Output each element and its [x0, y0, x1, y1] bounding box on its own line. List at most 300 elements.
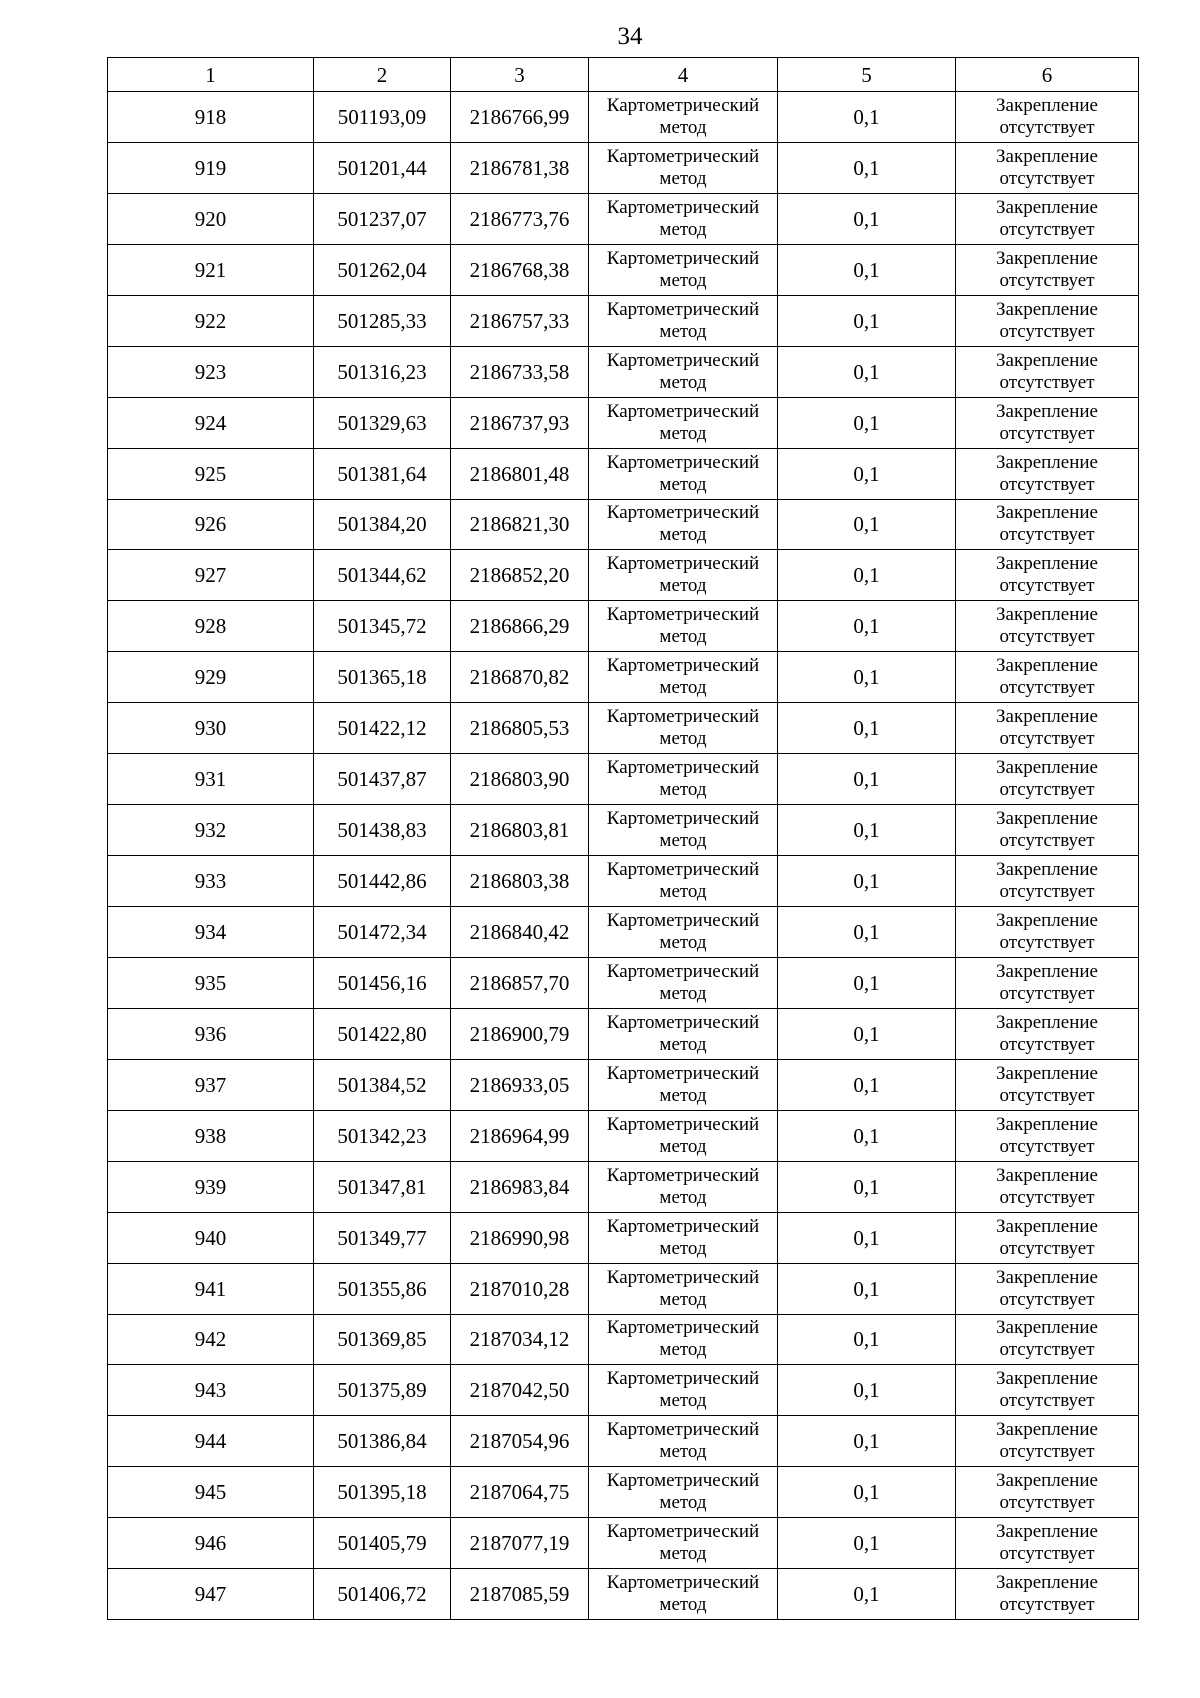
fixing-cell-line-1: Закрепление — [996, 1164, 1098, 1186]
fixing-cell-line-1: Закрепление — [996, 706, 1098, 728]
point-number-cell: 929 — [108, 652, 314, 703]
table-row — [108, 1059, 1139, 1110]
point-number-cell: 931 — [108, 754, 314, 805]
method-cell-line-2: метод — [659, 982, 707, 1004]
header-cell-6: 6 — [956, 58, 1139, 92]
fixing-cell — [956, 1263, 1139, 1314]
fixing-cell-line-1: Закрепление — [996, 145, 1098, 167]
method-cell — [589, 1008, 778, 1059]
accuracy-cell: 0,1 — [778, 856, 956, 907]
accuracy-cell: 0,1 — [778, 550, 956, 601]
fixing-cell-line-1: Закрепление — [996, 1470, 1098, 1492]
method-cell-line-2: метод — [659, 1390, 707, 1412]
y-coordinate-cell: 2186803,81 — [451, 805, 589, 856]
y-coordinate-cell: 2186773,76 — [451, 193, 589, 244]
fixing-cell — [956, 142, 1139, 193]
fixing-cell-line-1: Закрепление — [996, 909, 1098, 931]
method-cell — [589, 1569, 778, 1620]
method-cell-line-2: метод — [659, 1339, 707, 1361]
fixing-cell-line-1: Закрепление — [996, 451, 1098, 473]
method-cell — [589, 907, 778, 958]
fixing-cell-line-2: отсутствует — [999, 779, 1095, 801]
x-coordinate-cell: 501237,07 — [314, 193, 451, 244]
method-cell — [589, 1059, 778, 1110]
method-cell-line-1: Картометрический — [606, 655, 760, 677]
fixing-cell-line-1: Закрепление — [996, 655, 1098, 677]
method-cell-line-2: метод — [659, 1033, 707, 1055]
x-coordinate-cell: 501381,64 — [314, 448, 451, 499]
fixing-cell-line-2: отсутствует — [999, 1543, 1095, 1565]
point-number-cell: 918 — [108, 92, 314, 143]
fixing-cell — [956, 754, 1139, 805]
fixing-cell-line-1: Закрепление — [996, 808, 1098, 830]
fixing-cell-line-2: отсутствует — [999, 830, 1095, 852]
fixing-cell-line-2: отсутствует — [999, 1390, 1095, 1412]
x-coordinate-cell: 501349,77 — [314, 1212, 451, 1263]
y-coordinate-cell: 2186821,30 — [451, 499, 589, 550]
x-coordinate-cell: 501193,09 — [314, 92, 451, 143]
y-coordinate-cell: 2186737,93 — [451, 397, 589, 448]
fixing-cell-line-2: отсутствует — [999, 1237, 1095, 1259]
fixing-cell-line-1: Закрепление — [996, 1062, 1098, 1084]
fixing-cell-line-2: отсутствует — [999, 1135, 1095, 1157]
fixing-cell-line-2: отсутствует — [999, 575, 1095, 597]
x-coordinate-cell: 501406,72 — [314, 1569, 451, 1620]
table-row — [108, 346, 1139, 397]
method-cell-line-2: метод — [659, 167, 707, 189]
method-cell-line-2: метод — [659, 1594, 707, 1616]
y-coordinate-cell: 2187010,28 — [451, 1263, 589, 1314]
x-coordinate-cell: 501365,18 — [314, 652, 451, 703]
table-row — [108, 856, 1139, 907]
method-cell — [589, 244, 778, 295]
accuracy-cell: 0,1 — [778, 346, 956, 397]
method-cell-line-1: Картометрический — [606, 1470, 760, 1492]
method-cell — [589, 957, 778, 1008]
fixing-cell — [956, 499, 1139, 550]
header-cell-1: 1 — [108, 58, 314, 92]
point-number-cell: 942 — [108, 1314, 314, 1365]
method-cell-line-2: метод — [659, 881, 707, 903]
method-cell-line-1: Картометрический — [606, 1266, 760, 1288]
y-coordinate-cell: 2186866,29 — [451, 601, 589, 652]
accuracy-cell: 0,1 — [778, 244, 956, 295]
method-cell-line-1: Картометрический — [606, 145, 760, 167]
accuracy-cell: 0,1 — [778, 805, 956, 856]
fixing-cell — [956, 1518, 1139, 1569]
method-cell-line-1: Картометрический — [606, 1368, 760, 1390]
header-cell-3: 3 — [451, 58, 589, 92]
point-number-cell: 934 — [108, 907, 314, 958]
point-number-cell: 927 — [108, 550, 314, 601]
fixing-cell-line-2: отсутствует — [999, 881, 1095, 903]
fixing-cell-line-1: Закрепление — [996, 960, 1098, 982]
y-coordinate-cell: 2186964,99 — [451, 1110, 589, 1161]
fixing-cell-line-1: Закрепление — [996, 196, 1098, 218]
fixing-cell-line-2: отсутствует — [999, 931, 1095, 953]
fixing-cell — [956, 703, 1139, 754]
method-cell-line-1: Картометрический — [606, 1521, 760, 1543]
method-cell — [589, 1314, 778, 1365]
table-row — [108, 754, 1139, 805]
method-cell-line-1: Картометрический — [606, 706, 760, 728]
x-coordinate-cell: 501422,80 — [314, 1008, 451, 1059]
method-cell-line-1: Картометрический — [606, 1113, 760, 1135]
method-cell-line-2: метод — [659, 1237, 707, 1259]
fixing-cell — [956, 346, 1139, 397]
fixing-cell-line-2: отсутствует — [999, 677, 1095, 699]
fixing-cell — [956, 1365, 1139, 1416]
accuracy-cell: 0,1 — [778, 397, 956, 448]
fixing-cell-line-2: отсутствует — [999, 473, 1095, 495]
x-coordinate-cell: 501375,89 — [314, 1365, 451, 1416]
y-coordinate-cell: 2186933,05 — [451, 1059, 589, 1110]
fixing-cell-line-1: Закрепление — [996, 859, 1098, 881]
x-coordinate-cell: 501347,81 — [314, 1161, 451, 1212]
accuracy-cell: 0,1 — [778, 448, 956, 499]
method-cell-line-1: Картометрический — [606, 960, 760, 982]
point-number-cell: 946 — [108, 1518, 314, 1569]
header-row — [108, 58, 1139, 92]
fixing-cell — [956, 805, 1139, 856]
point-number-cell: 920 — [108, 193, 314, 244]
point-number-cell: 932 — [108, 805, 314, 856]
fixing-cell — [956, 1569, 1139, 1620]
method-cell-line-1: Картометрический — [606, 400, 760, 422]
accuracy-cell: 0,1 — [778, 1467, 956, 1518]
coordinates-table — [107, 57, 1139, 1620]
accuracy-cell: 0,1 — [778, 754, 956, 805]
method-cell-line-2: метод — [659, 931, 707, 953]
accuracy-cell: 0,1 — [778, 907, 956, 958]
y-coordinate-cell: 2187077,19 — [451, 1518, 589, 1569]
point-number-cell: 944 — [108, 1416, 314, 1467]
fixing-cell-line-1: Закрепление — [996, 1368, 1098, 1390]
method-cell-line-2: метод — [659, 116, 707, 138]
method-cell-line-1: Картометрический — [606, 451, 760, 473]
method-cell-line-1: Картометрический — [606, 1419, 760, 1441]
table-row — [108, 1365, 1139, 1416]
method-cell — [589, 1263, 778, 1314]
method-cell-line-2: метод — [659, 779, 707, 801]
point-number-cell: 937 — [108, 1059, 314, 1110]
fixing-cell — [956, 1008, 1139, 1059]
point-number-cell: 935 — [108, 957, 314, 1008]
fixing-cell-line-2: отсутствует — [999, 1339, 1095, 1361]
fixing-cell-line-2: отсутствует — [999, 1594, 1095, 1616]
fixing-cell-line-1: Закрепление — [996, 1419, 1098, 1441]
accuracy-cell: 0,1 — [778, 295, 956, 346]
fixing-cell-line-1: Закрепление — [996, 1011, 1098, 1033]
fixing-cell — [956, 856, 1139, 907]
method-cell-line-2: метод — [659, 830, 707, 852]
point-number-cell: 943 — [108, 1365, 314, 1416]
method-cell-line-1: Картометрический — [606, 1317, 760, 1339]
point-number-cell: 947 — [108, 1569, 314, 1620]
fixing-cell — [956, 652, 1139, 703]
method-cell — [589, 397, 778, 448]
table-row — [108, 550, 1139, 601]
table-row — [108, 193, 1139, 244]
point-number-cell: 919 — [108, 142, 314, 193]
method-cell-line-1: Картометрический — [606, 909, 760, 931]
x-coordinate-cell: 501437,87 — [314, 754, 451, 805]
y-coordinate-cell: 2186768,38 — [451, 244, 589, 295]
point-number-cell: 921 — [108, 244, 314, 295]
method-cell — [589, 856, 778, 907]
method-cell-line-2: метод — [659, 575, 707, 597]
method-cell-line-1: Картометрический — [606, 604, 760, 626]
point-number-cell: 933 — [108, 856, 314, 907]
accuracy-cell: 0,1 — [778, 1314, 956, 1365]
accuracy-cell: 0,1 — [778, 142, 956, 193]
fixing-cell — [956, 1314, 1139, 1365]
x-coordinate-cell: 501422,12 — [314, 703, 451, 754]
table-row — [108, 1008, 1139, 1059]
point-number-cell: 938 — [108, 1110, 314, 1161]
y-coordinate-cell: 2186900,79 — [451, 1008, 589, 1059]
x-coordinate-cell: 501329,63 — [314, 397, 451, 448]
table-row — [108, 1263, 1139, 1314]
fixing-cell-line-1: Закрепление — [996, 349, 1098, 371]
method-cell — [589, 601, 778, 652]
x-coordinate-cell: 501384,20 — [314, 499, 451, 550]
method-cell-line-1: Картометрический — [606, 553, 760, 575]
point-number-cell: 928 — [108, 601, 314, 652]
table-row — [108, 295, 1139, 346]
method-cell-line-1: Картометрический — [606, 859, 760, 881]
table-row — [108, 1467, 1139, 1518]
table-row — [108, 448, 1139, 499]
method-cell — [589, 550, 778, 601]
point-number-cell: 936 — [108, 1008, 314, 1059]
method-cell-line-2: метод — [659, 218, 707, 240]
x-coordinate-cell: 501438,83 — [314, 805, 451, 856]
x-coordinate-cell: 501442,86 — [314, 856, 451, 907]
point-number-cell: 924 — [108, 397, 314, 448]
method-cell-line-2: метод — [659, 422, 707, 444]
x-coordinate-cell: 501384,52 — [314, 1059, 451, 1110]
fixing-cell-line-2: отсутствует — [999, 626, 1095, 648]
accuracy-cell: 0,1 — [778, 1416, 956, 1467]
y-coordinate-cell: 2186840,42 — [451, 907, 589, 958]
table-row — [108, 1416, 1139, 1467]
fixing-cell-line-1: Закрепление — [996, 1266, 1098, 1288]
y-coordinate-cell: 2186757,33 — [451, 295, 589, 346]
method-cell-line-2: метод — [659, 626, 707, 648]
fixing-cell-line-1: Закрепление — [996, 1113, 1098, 1135]
fixing-cell-line-2: отсутствует — [999, 1288, 1095, 1310]
table-row — [108, 601, 1139, 652]
y-coordinate-cell: 2187042,50 — [451, 1365, 589, 1416]
fixing-cell-line-2: отсутствует — [999, 269, 1095, 291]
fixing-cell — [956, 1059, 1139, 1110]
point-number-cell: 945 — [108, 1467, 314, 1518]
accuracy-cell: 0,1 — [778, 1008, 956, 1059]
method-cell-line-2: метод — [659, 1492, 707, 1514]
y-coordinate-cell: 2186852,20 — [451, 550, 589, 601]
fixing-cell — [956, 295, 1139, 346]
table-row — [108, 142, 1139, 193]
accuracy-cell: 0,1 — [778, 92, 956, 143]
table-row — [108, 92, 1139, 143]
method-cell-line-1: Картометрический — [606, 1215, 760, 1237]
x-coordinate-cell: 501285,33 — [314, 295, 451, 346]
method-cell — [589, 346, 778, 397]
fixing-cell-line-2: отсутствует — [999, 320, 1095, 342]
accuracy-cell: 0,1 — [778, 601, 956, 652]
fixing-cell — [956, 193, 1139, 244]
fixing-cell-line-2: отсутствует — [999, 524, 1095, 546]
fixing-cell-line-1: Закрепление — [996, 1521, 1098, 1543]
fixing-cell — [956, 601, 1139, 652]
page-number: 34 — [617, 23, 643, 50]
point-number-cell: 940 — [108, 1212, 314, 1263]
fixing-cell-line-1: Закрепление — [996, 1215, 1098, 1237]
fixing-cell-line-1: Закрепление — [996, 757, 1098, 779]
x-coordinate-cell: 501369,85 — [314, 1314, 451, 1365]
fixing-cell — [956, 397, 1139, 448]
y-coordinate-cell: 2186803,38 — [451, 856, 589, 907]
method-cell-line-2: метод — [659, 473, 707, 495]
method-cell-line-2: метод — [659, 728, 707, 750]
x-coordinate-cell: 501262,04 — [314, 244, 451, 295]
fixing-cell-line-2: отсутствует — [999, 1492, 1095, 1514]
x-coordinate-cell: 501344,62 — [314, 550, 451, 601]
x-coordinate-cell: 501472,34 — [314, 907, 451, 958]
fixing-cell-line-2: отсутствует — [999, 1033, 1095, 1055]
x-coordinate-cell: 501395,18 — [314, 1467, 451, 1518]
table-row — [108, 805, 1139, 856]
method-cell — [589, 703, 778, 754]
table-row — [108, 652, 1139, 703]
y-coordinate-cell: 2187064,75 — [451, 1467, 589, 1518]
y-coordinate-cell: 2186805,53 — [451, 703, 589, 754]
method-cell-line-1: Картометрический — [606, 94, 760, 116]
x-coordinate-cell: 501316,23 — [314, 346, 451, 397]
fixing-cell — [956, 957, 1139, 1008]
fixing-cell-line-2: отсутствует — [999, 422, 1095, 444]
table-row — [108, 1161, 1139, 1212]
fixing-cell-line-1: Закрепление — [996, 502, 1098, 524]
table-header — [108, 58, 1139, 92]
fixing-cell — [956, 448, 1139, 499]
method-cell-line-2: метод — [659, 1186, 707, 1208]
y-coordinate-cell: 2186733,58 — [451, 346, 589, 397]
x-coordinate-cell: 501342,23 — [314, 1110, 451, 1161]
table-row — [108, 1314, 1139, 1365]
table-row — [108, 1212, 1139, 1263]
x-coordinate-cell: 501201,44 — [314, 142, 451, 193]
method-cell — [589, 92, 778, 143]
x-coordinate-cell: 501386,84 — [314, 1416, 451, 1467]
point-number-cell: 939 — [108, 1161, 314, 1212]
method-cell-line-1: Картометрический — [606, 1164, 760, 1186]
method-cell — [589, 805, 778, 856]
x-coordinate-cell: 501355,86 — [314, 1263, 451, 1314]
method-cell-line-1: Картометрический — [606, 808, 760, 830]
fixing-cell-line-2: отсутствует — [999, 371, 1095, 393]
y-coordinate-cell: 2186801,48 — [451, 448, 589, 499]
fixing-cell-line-1: Закрепление — [996, 1572, 1098, 1594]
accuracy-cell: 0,1 — [778, 1212, 956, 1263]
method-cell-line-1: Картометрический — [606, 349, 760, 371]
x-coordinate-cell: 501456,16 — [314, 957, 451, 1008]
fixing-cell-line-1: Закрепление — [996, 247, 1098, 269]
method-cell-line-1: Картометрический — [606, 1011, 760, 1033]
y-coordinate-cell: 2187085,59 — [451, 1569, 589, 1620]
method-cell — [589, 142, 778, 193]
method-cell-line-1: Картометрический — [606, 298, 760, 320]
method-cell-line-2: метод — [659, 320, 707, 342]
table-row — [108, 957, 1139, 1008]
fixing-cell-line-2: отсутствует — [999, 167, 1095, 189]
point-number-cell: 930 — [108, 703, 314, 754]
method-cell — [589, 652, 778, 703]
table-row — [108, 703, 1139, 754]
method-cell — [589, 1365, 778, 1416]
y-coordinate-cell: 2186870,82 — [451, 652, 589, 703]
method-cell — [589, 754, 778, 805]
fixing-cell-line-2: отсутствует — [999, 1441, 1095, 1463]
fixing-cell — [956, 1416, 1139, 1467]
fixing-cell-line-1: Закрепление — [996, 94, 1098, 116]
point-number-cell: 925 — [108, 448, 314, 499]
fixing-cell — [956, 550, 1139, 601]
fixing-cell — [956, 1161, 1139, 1212]
table-row — [108, 1110, 1139, 1161]
method-cell — [589, 499, 778, 550]
accuracy-cell: 0,1 — [778, 1059, 956, 1110]
method-cell-line-2: метод — [659, 677, 707, 699]
method-cell — [589, 1110, 778, 1161]
y-coordinate-cell: 2187054,96 — [451, 1416, 589, 1467]
method-cell — [589, 1161, 778, 1212]
y-coordinate-cell: 2186990,98 — [451, 1212, 589, 1263]
accuracy-cell: 0,1 — [778, 703, 956, 754]
method-cell — [589, 1518, 778, 1569]
accuracy-cell: 0,1 — [778, 1161, 956, 1212]
method-cell-line-2: метод — [659, 1543, 707, 1565]
fixing-cell-line-2: отсутствует — [999, 218, 1095, 240]
method-cell-line-2: метод — [659, 1441, 707, 1463]
fixing-cell-line-2: отсутствует — [999, 728, 1095, 750]
accuracy-cell: 0,1 — [778, 193, 956, 244]
method-cell-line-2: метод — [659, 524, 707, 546]
header-cell-4: 4 — [589, 58, 778, 92]
table-row — [108, 499, 1139, 550]
table-row — [108, 1569, 1139, 1620]
fixing-cell-line-2: отсутствует — [999, 1186, 1095, 1208]
method-cell — [589, 1212, 778, 1263]
method-cell-line-1: Картометрический — [606, 196, 760, 218]
method-cell-line-1: Картометрический — [606, 757, 760, 779]
method-cell — [589, 295, 778, 346]
table-body — [108, 92, 1139, 1620]
method-cell-line-1: Картометрический — [606, 1572, 760, 1594]
point-number-cell: 926 — [108, 499, 314, 550]
table-row — [108, 907, 1139, 958]
fixing-cell-line-1: Закрепление — [996, 298, 1098, 320]
fixing-cell-line-1: Закрепление — [996, 1317, 1098, 1339]
header-cell-2: 2 — [314, 58, 451, 92]
method-cell-line-2: метод — [659, 1288, 707, 1310]
y-coordinate-cell: 2186766,99 — [451, 92, 589, 143]
fixing-cell — [956, 244, 1139, 295]
table-row — [108, 397, 1139, 448]
method-cell — [589, 1416, 778, 1467]
accuracy-cell: 0,1 — [778, 1365, 956, 1416]
